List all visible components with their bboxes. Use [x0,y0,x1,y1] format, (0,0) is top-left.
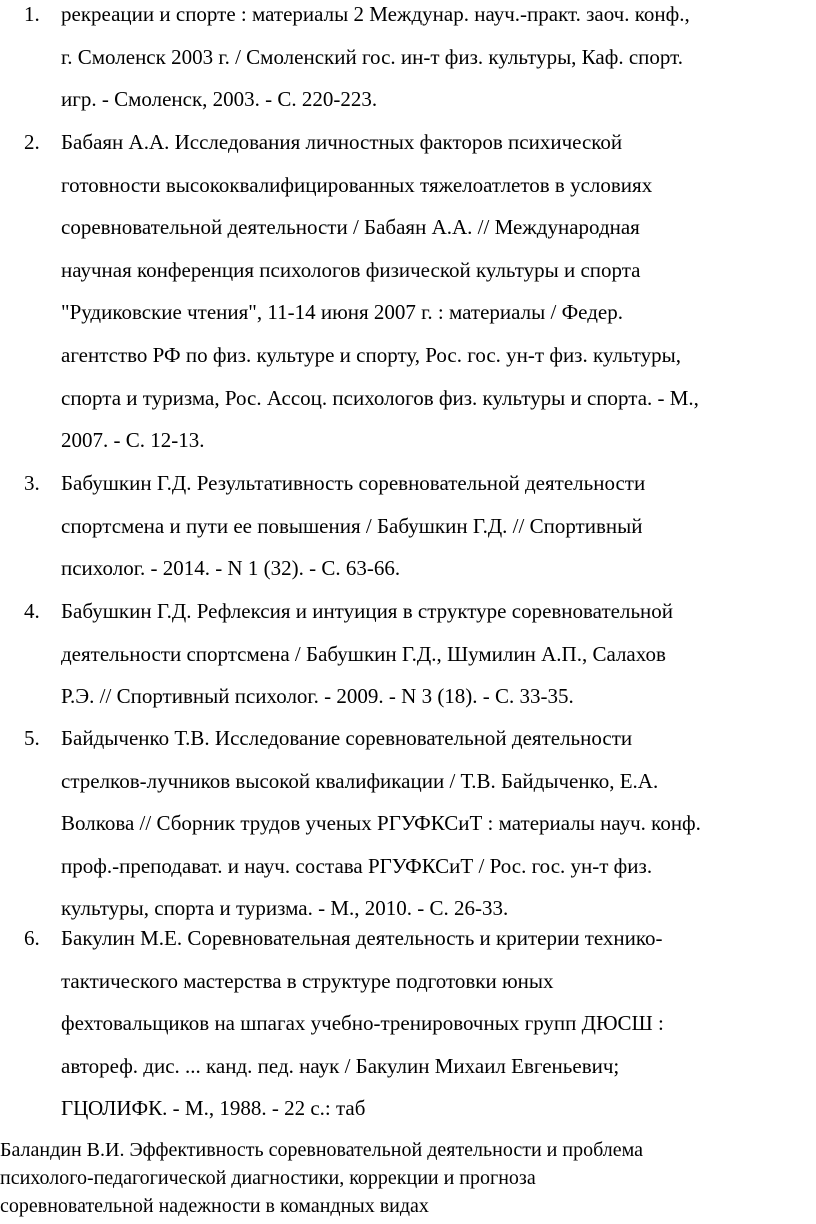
reference-line: 2007. - С. 12-13. [61,428,205,453]
reference-text [61,0,813,121]
reference-line: ГЦОЛИФК. - М., 1988. - 22 с.: таб [61,1096,366,1121]
reference-text [61,121,813,462]
reference-line: соревновательной деятельности / Бабаян А.А. // Международная [61,215,640,240]
reference-line: Бабаян А.А. Исследования личностных факторов психической [61,130,623,154]
reference-number: 4. [24,599,40,623]
reference-text [61,717,813,930]
trailing-paragraph [0,1136,816,1220]
reference-number: 2. [24,130,40,154]
paragraph-line: Баландин В.И. Эффективность соревновательной деятельности и проблема [0,1139,644,1161]
reference-line: Бакулин М.Е. Соревновательная деятельность и критерии технико- [61,926,663,950]
reference-line: г. Смоленск 2003 г. / Смоленский гос. ин-т физ. культуры, Каф. спорт. [61,44,683,69]
reference-line: рекреации и спорте : материалы 2 Междунар. науч.-практ. заоч. конф., [61,2,690,26]
paragraph-line: соревновательной надежности в командных видах [0,1195,429,1217]
reference-line: спорта и туризма, Рос. Ассоц. психологов физ. культуры и спорта. - М., [61,385,699,410]
reference-line: Бабушкин Г.Д. Рефлексия и интуиция в структуре соревновательной [61,599,673,623]
reference-line: фехтовальщиков на шпагах учебно-тренировочных групп ДЮСШ : [61,1011,664,1036]
reference-text [61,590,813,718]
reference-line: психолог. - 2014. - N 1 (32). - С. 63-66. [61,556,401,581]
reference-line: проф.-преподават. и науч. состава РГУФКСиТ / Рос. гос. ун-т физ. [61,853,653,878]
reference-line: автореф. дис. ... канд. пед. наук / Бакулин Михаил Евгеньевич; [61,1053,620,1078]
reference-line: культуры, спорта и туризма. - М., 2010. - С. 26-33. [61,896,509,921]
reference-text [61,917,813,1130]
reference-line: агентство РФ по физ. культуре и спорту, Рос. гос. ун-т физ. культуры, [61,342,681,367]
reference-line: "Рудиковские чтения", 11-14 июня 2007 г. : материалы / Федер. [61,300,623,325]
reference-line: тактического мастерства в структуре подготовки юных [61,968,554,993]
reference-line: Волкова // Сборник трудов ученых РГУФКСиТ : материалы науч. конф. [61,811,701,836]
reference-line: деятельности спортсмена / Бабушкин Г.Д., Шумилин А.П., Салахов [61,641,666,666]
reference-line: Бабушкин Г.Д. Результативность соревновательной деятельности [61,471,646,495]
reference-text [61,462,813,590]
reference-number: 5. [24,726,40,750]
reference-line: стрелков-лучников высокой квалификации / Т.В. Байдыченко, Е.А. [61,768,659,793]
reference-line: готовности высококвалифицированных тяжелоатлетов в условиях [61,172,653,197]
reference-number: 3. [24,471,40,495]
reference-number: 6. [24,926,40,950]
reference-line: Байдыченко Т.В. Исследование соревновательной деятельности [61,726,633,750]
reference-line: спортсмена и пути ее повышения / Бабушкин Г.Д. // Спортивный [61,513,643,538]
reference-number: 1. [24,2,40,26]
paragraph-line: психолого-педагогической диагностики, коррекции и прогноза [0,1167,536,1189]
reference-line: научная конференция психологов физической культуры и спорта [61,257,641,282]
reference-line: Р.Э. // Спортивный психолог. - 2009. - N 3 (18). - С. 33-35. [61,684,574,709]
reference-line: игр. - Смоленск, 2003. - С. 220-223. [61,87,378,112]
